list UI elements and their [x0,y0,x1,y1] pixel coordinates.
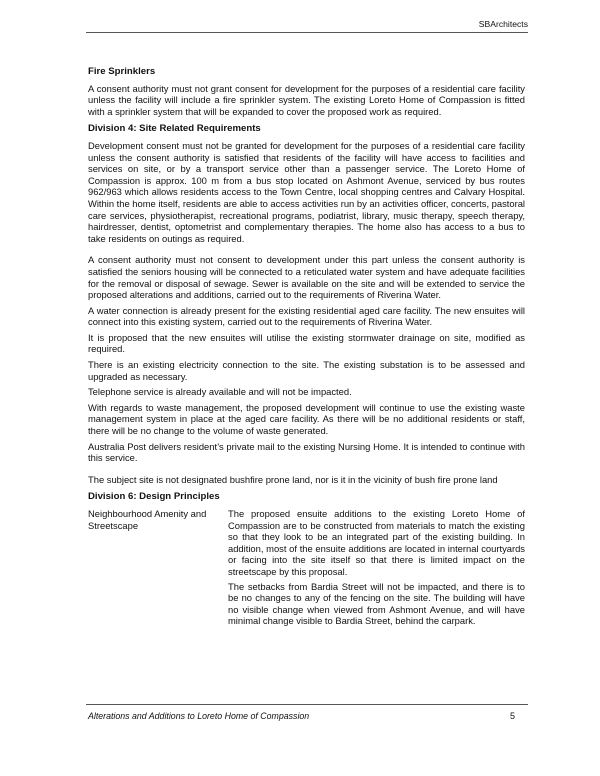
principle-paragraph-2: The setbacks from Bardia Street will not be impacted, and there is to be no changes to any of the fencing on the site. The building will have no visible change when viewed from Ashmont Avenue, and will have minimal change visible to Bardia Street, behind the carpark. [228,580,525,627]
division-4-paragraph-4: It is proposed that the new ensuites will utilise the existing stormwater drainage on site, modified as required. [88,331,525,355]
principle-term: Neighbourhood Amenity and Streetscape [88,508,207,531]
header-rule [86,32,528,33]
design-principles-table [88,508,525,630]
fire-paragraph: A consent authority must not grant consent for development for the purposes of a residential care facility unless the facility will include a fire sprinkler system. The existing Loreto Home of Compassion is fitted with a sprinkler system that will be expanded to cover the proposed work as required. [88,82,525,117]
table-row [88,508,525,630]
division-4-paragraph-6: Telephone service is already available and will not be impacted. [88,386,352,398]
division-4-paragraph-5: There is an existing electricity connection to the site. The existing substation is to be assessed and upgraded as necessary. [88,359,525,382]
division-4-paragraph-1: Development consent must not be granted for development for the purposes of a residential care facility unless the consent authority is satisfied that residents of the facility will have access to facilities and services on site, or by a transport service other than a passenger service. The Loreto Home of Compassion is approx. 100 m from a bus stop located on Ashmont Avenue, serviced by bus routes 962/963 which allows residents access to the Town Centre, local shopping centres and Calvary Hospital. Within the home itself, residents are able to access activities run by an activities officer, concerts, pastoral care services, physiotherapist, recreational programs, podiatrist, library, music therapy, speech therapy, hairdresser, dentist, optometrist and complementary therapies. The home also has access to a bus to take residents on outings as required. [88,139,526,244]
footer-rule [86,704,528,705]
footer-title: Alterations and Additions to Loreto Home of Compassion [88,711,310,721]
page-number: 5 [509,711,515,721]
division-4-paragraph-7: With regards to waste management, the proposed development will continue to use the existing waste management system in place at the aged care facility. As there will be no additional residents or staff, there will be no change to the volume of waste generated. [88,401,525,437]
division-4-paragraph-2: A consent authority must not consent to development under this part unless the consent authority is satisfied the seniors housing will be connected to a reticulated water system and have adequate facilities for the removal or disposal of sewage. Sewer is available on the site and will be extended to service the proposed alterations and additions, carried out to the requirements of Riverina Water. [88,254,525,301]
document-body [88,66,525,630]
division-4-paragraph-3: A water connection is already present for the existing residential aged care facility. The new ensuites will connect into this existing system, carried out to the requirements of Riverina Water. [88,304,525,328]
division-4-paragraph-9: The subject site is not designated bushfire prone land, nor is it in the vicinity of bush fire prone land [88,473,498,485]
principle-paragraph-1: The proposed ensuite additions to the existing Loreto Home of Compassion are to be constructed from materials to match the existing so that they look to be an integrated part of the existing building. In addition, most of the ensuite additions are located in internal courtyards or facing into the site itself so that there is limited impact on the streetscape by this proposal. [228,508,525,577]
division-6-heading: Division 6: Design Principles [88,491,220,503]
division-4-heading: Division 4: Site Related Requirements [88,123,261,135]
division-4-paragraph-8: Australia Post delivers resident’s private mail to the existing Nursing Home. It is intended to continue with this service. [88,440,525,464]
header-brand: SBArchitects [478,19,528,29]
principle-description [228,508,525,630]
fire-sprinklers-heading: Fire Sprinklers [88,66,156,77]
